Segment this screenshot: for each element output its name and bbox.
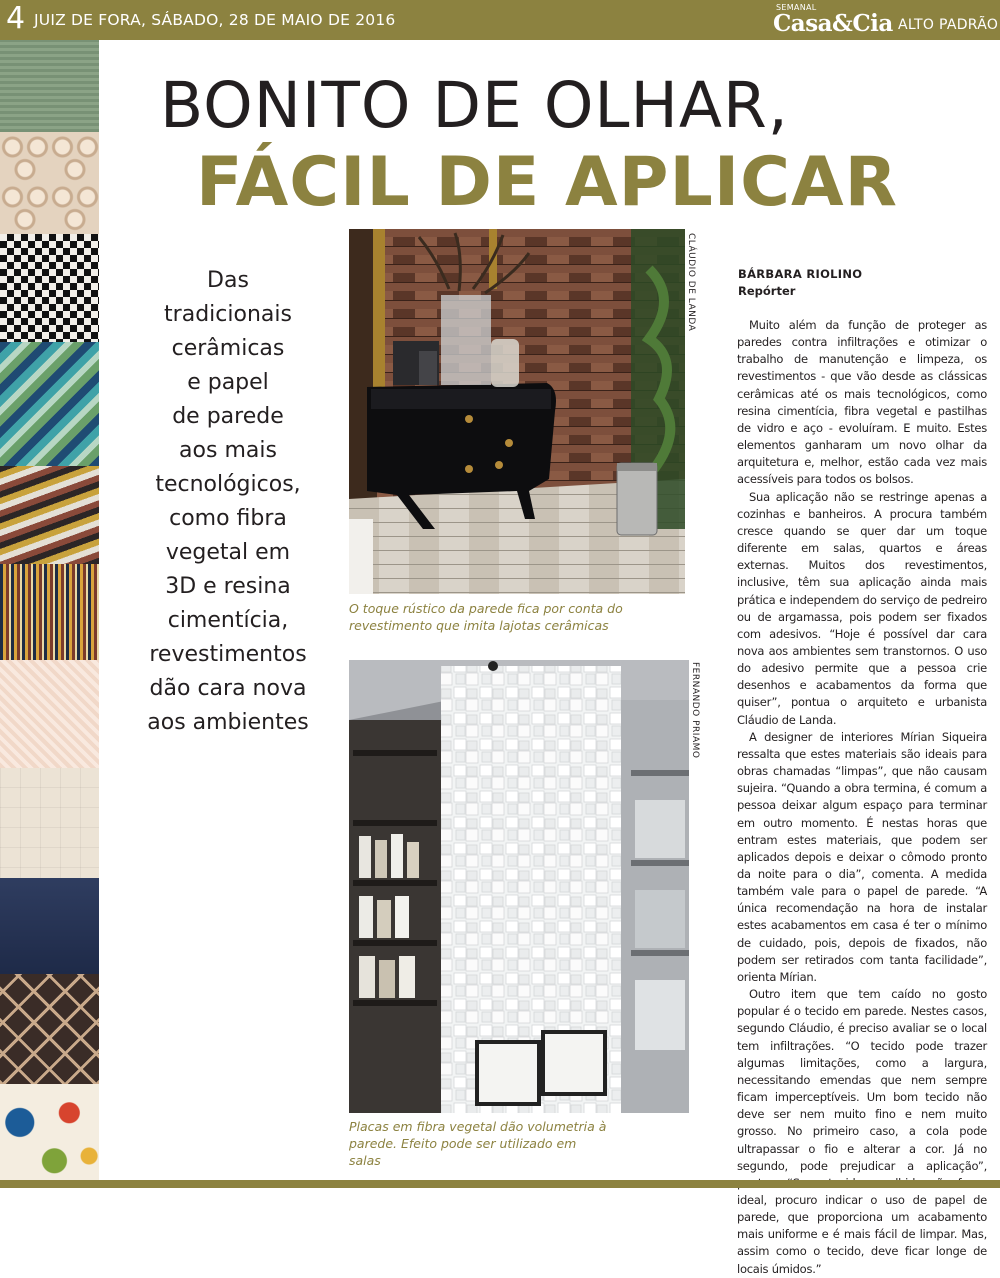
texture-swatch xyxy=(0,564,99,660)
article-body xyxy=(737,317,987,1278)
photo-credit: CLÁUDIO DE LANDA xyxy=(686,233,696,332)
intro-line: revestimentos xyxy=(149,642,307,667)
texture-strip xyxy=(0,40,99,1180)
section-name: ALTO PADRÃO xyxy=(898,17,999,33)
headline-line-2: FÁCIL DE APLICAR xyxy=(196,143,899,222)
intro-line: aos ambientes xyxy=(147,710,309,735)
texture-swatch xyxy=(0,878,99,974)
dateline: JUIZ DE FORA, SÁBADO, 28 DE MAIO DE 2016 xyxy=(34,11,396,29)
intro-line: dão cara nova xyxy=(149,676,307,701)
intro-line: como fibra xyxy=(169,506,287,531)
photo-3d-panels xyxy=(349,660,689,1113)
3d-panels-illustration xyxy=(349,660,689,1113)
byline-role: Repórter xyxy=(738,284,796,298)
texture-swatch xyxy=(0,234,99,342)
intro-pull-text xyxy=(126,264,330,740)
page-header xyxy=(0,0,1000,40)
brand-tagline: SEMANAL xyxy=(776,3,817,12)
texture-swatch xyxy=(0,132,99,234)
headline-line-1: BONITO DE OLHAR, xyxy=(160,69,789,142)
intro-line: Das xyxy=(207,268,249,293)
intro-line: vegetal em xyxy=(165,540,291,565)
article-paragraph: A designer de interiores Mírian Siqueira ressalta que estes materiais são ideais para obras chamadas “limpas”, que não causam sujeira. “Quando a obra termina, é comum a pessoa deixar algum espaço para terminar em outro momento. É nestas horas que entram estes materiais, que podem ser aplicados depois e deixar o cômodo pronto da noite para o dia”, comenta. A medida também vale para o papel de parede. “A única recomendação na hora de instalar estes acabamentos em casa é ter o mínimo de cuidado, pois, depois de fixados, não podem ser retirados com tanta facilidade”, orienta Mírian. xyxy=(737,729,987,984)
brand-logo: Casa&Cia xyxy=(773,10,893,37)
photo-caption: Placas em fibra vegetal dão volumetria à parede. Efeito pode ser utilizado em salas xyxy=(349,1119,607,1168)
intro-line: e papel xyxy=(187,370,269,395)
texture-swatch xyxy=(0,768,99,878)
intro-line: tradicionais xyxy=(164,302,292,327)
texture-swatch xyxy=(0,342,99,466)
byline-author: BÁRBARA RIOLINO xyxy=(738,267,863,281)
photo-caption: O toque rústico da parede fica por conta do revestimento que imita lajotas cerâmicas xyxy=(349,601,623,633)
rustic-wall-illustration xyxy=(349,229,685,594)
texture-swatch xyxy=(0,660,99,768)
article-paragraph: Muito além da função de proteger as paredes contra infiltrações e otimizar o trabalho de manutenção e limpeza, os revestimentos - que vão desde as clássicas cerâmicas até os mais tecnológicos, como resina cimentícia, fibra vegetal e pastilhas de vidro e aço - evoluíram. E muito. Estes elementos ganharam um novo olhar da arquitetura e, melhor, estão cada vez mais acessíveis para todos os bolsos. xyxy=(737,318,987,487)
texture-swatch xyxy=(0,466,99,564)
bottom-rule xyxy=(0,1180,1000,1188)
article-paragraph: Outro item que tem caído no gosto popular é o tecido em parede. Nestes casos, segundo Cláudio, é preciso avaliar se o local tem infiltrações. “O tecido pode trazer algumas limitações, como a largura, necessitando emendas que nem sempre ficam imperceptíveis. Um bom tecido não deve ser nem muito fino e nem muito grosso. No primeiro caso, a cola pode ultrapassar o fio e alterar a cor. Já no segundo, pode prejudicar a aplicação”, ideal, procuro indicar o uso de papel de parede, que proporciona um acabamento mais uniforme e é mais fácil de limpar. Mas, assim como o tecido, deve ficar longe de locais úmidos.” xyxy=(737,987,987,1276)
texture-swatch xyxy=(0,974,99,1084)
intro-line: cerâmicas xyxy=(171,336,285,361)
intro-line: cimentícia, xyxy=(167,608,289,633)
photo-credit: FERNANDO PRIAMO xyxy=(690,662,700,759)
article-paragraph: Sua aplicação não se restringe apenas a cozinhas e banheiros. A procura também cresce quando se quer dar um toque diferente em salas, quartos e áreas externas. Muitos dos revestimentos, inclusive, têm sua aplicação ainda mais prática e independem do serviço de pedreiro ou de argamassa, pois podem ser fixados com adesivos. “Hoje é possível dar cara nova aos ambientes sem transtornos. O uso do adesivo permite que a pessoa crie desenhos e acabamentos da forma que quiser”, pontua o arquiteto e urbanista Cláudio de Landa. xyxy=(737,489,987,727)
texture-swatch xyxy=(0,1084,99,1180)
page-number: 4 xyxy=(6,1,26,36)
photo-rustic-wall xyxy=(349,229,685,594)
intro-line: 3D e resina xyxy=(165,574,291,599)
texture-swatch xyxy=(0,40,99,132)
intro-line: de parede xyxy=(172,404,284,429)
intro-line: aos mais xyxy=(179,438,277,463)
intro-line: tecnológicos, xyxy=(155,472,301,497)
